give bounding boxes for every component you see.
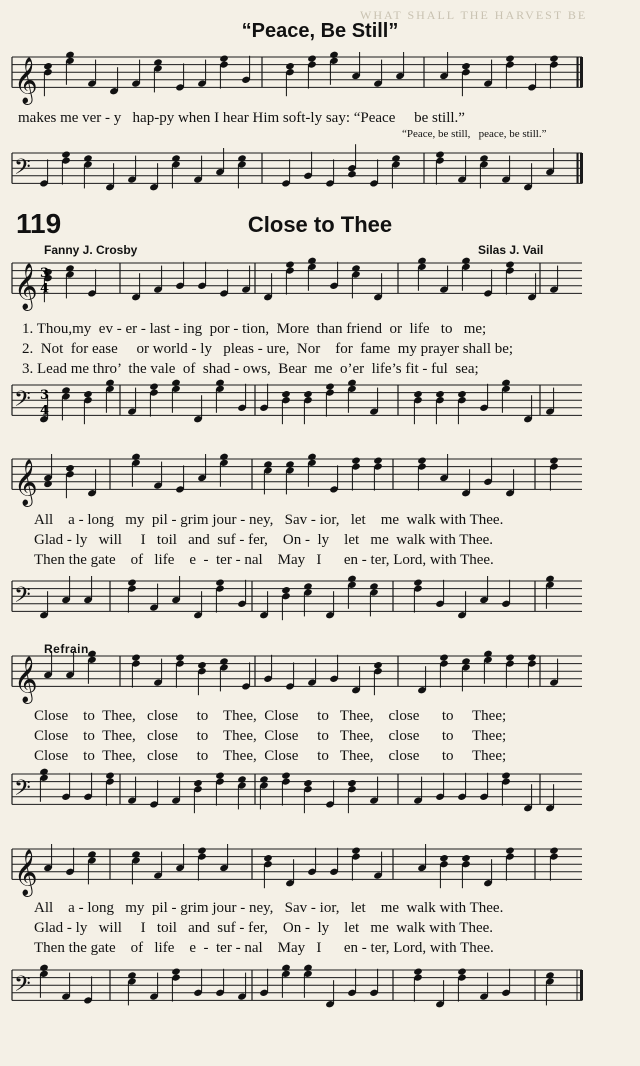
note-head (197, 661, 207, 669)
note-head (303, 390, 313, 398)
note-head (549, 456, 559, 464)
note-head (439, 854, 449, 862)
note-head (373, 456, 383, 464)
note-head (549, 54, 559, 62)
note-head (549, 846, 559, 854)
verse-b-line-1: All a - long my pil - grim jour - ney, Sav - ior, let me walk with Thee. (34, 512, 504, 528)
note-head (105, 771, 115, 779)
note-head (329, 51, 339, 59)
note-head (303, 964, 313, 972)
note-head (259, 775, 269, 783)
treble-clef-icon: 𝄞 (14, 57, 38, 104)
time-signature-top: 3 (40, 266, 50, 282)
final-barline-thick (580, 57, 583, 87)
note-head (457, 390, 467, 398)
note-head (65, 264, 75, 272)
note-head (105, 379, 115, 387)
refrain-line-3: Close to Thee, close to Thee, Close to Thee, close to Thee; (34, 748, 507, 764)
bass-clef-icon: 𝄢 (14, 154, 31, 185)
treble-clef-icon: 𝄞 (14, 656, 38, 703)
note-head (65, 51, 75, 59)
note-head (237, 154, 247, 162)
previous-hymn-lyric: makes me ver - y hap-py when I hear Him soft-ly say: “Peace be still.” (18, 110, 465, 126)
note-head (83, 154, 93, 162)
note-head (457, 967, 467, 975)
treble-clef-icon: 𝄞 (14, 459, 38, 506)
bass-clef-icon: 𝄢 (14, 582, 31, 613)
note-head (307, 453, 317, 461)
note-head (149, 382, 159, 390)
note-head (351, 456, 361, 464)
note-head (285, 260, 295, 268)
note-head (281, 586, 291, 594)
final-barline-thick (580, 153, 583, 183)
note-head (325, 382, 335, 390)
time-signature-top: 3 (40, 388, 50, 404)
note-head (175, 653, 185, 661)
note-head (347, 379, 357, 387)
note-head (193, 779, 203, 787)
note-head (171, 967, 181, 975)
note-head (413, 967, 423, 975)
refrain-end-line-2: Glad - ly will I toil and suf - fer, On - ly let me walk with Thee. (34, 920, 494, 936)
note-head (303, 582, 313, 590)
note-head (351, 846, 361, 854)
note-head (281, 390, 291, 398)
note-head (39, 964, 49, 972)
bass-clef-icon: 𝄢 (14, 775, 31, 806)
note-head (43, 480, 53, 488)
note-head (527, 653, 537, 661)
note-head (171, 379, 181, 387)
note-head (483, 650, 493, 658)
note-head (351, 264, 361, 272)
note-head (505, 653, 515, 661)
note-head (39, 768, 49, 776)
note-head (215, 771, 225, 779)
note-head (281, 964, 291, 972)
note-head (285, 460, 295, 468)
note-head (219, 453, 229, 461)
note-head (303, 779, 313, 787)
note-head (219, 54, 229, 62)
hymn-author: Fanny J. Crosby (44, 243, 138, 257)
note-head (347, 779, 357, 787)
refrain-end-line-1: All a - long my pil - grim jour - ney, Sav - ior, let me walk with Thee. (34, 900, 504, 916)
note-head (439, 653, 449, 661)
note-head (281, 771, 291, 779)
note-head (127, 578, 137, 586)
note-head (413, 390, 423, 398)
note-head (369, 582, 379, 590)
note-head (197, 846, 207, 854)
note-head (435, 150, 445, 158)
note-head (505, 54, 515, 62)
note-head (131, 453, 141, 461)
note-head (263, 854, 273, 862)
note-head (65, 464, 75, 472)
note-head (505, 846, 515, 854)
hymn-number: 119 (16, 208, 62, 239)
note-head (505, 260, 515, 268)
note-head (131, 653, 141, 661)
refrain-end-line-3: Then the gate of life e - ter - nal May I en - ter, Lord, with Thee. (34, 940, 494, 956)
previous-hymn-title: “Peace, Be Still” (241, 20, 399, 42)
treble-clef-icon: 𝄞 (14, 263, 38, 310)
note-head (347, 575, 357, 583)
note-head (413, 578, 423, 586)
verse-b-line-2: Glad - ly will I toil and suf - fer, On - ly let me walk with Thee. (34, 532, 494, 548)
note-head (219, 657, 229, 665)
note-head (215, 379, 225, 387)
bleed-through-text: WHAT SHALL THE HARVEST BE (360, 8, 588, 22)
treble-clef-icon: 𝄞 (14, 849, 38, 896)
hymn-title: Close to Thee (247, 212, 393, 237)
note-head (501, 379, 511, 387)
hymn-composer: Silas J. Vail (478, 243, 544, 257)
note-head (461, 257, 471, 265)
bass-clef-icon: 𝄢 (14, 386, 31, 417)
note-head (87, 650, 97, 658)
note-head (417, 456, 427, 464)
verse-b-line-3: Then the gate of life e - ter - nal May I en - ter, Lord, with Thee. (34, 552, 494, 568)
note-head (87, 850, 97, 858)
note-head (61, 150, 71, 158)
note-head (127, 971, 137, 979)
note-head (285, 62, 295, 70)
verse-a-line-2: 2. Not for ease or world - ly pleas - ure, Nor for fame my prayer shall be; (22, 341, 514, 357)
note-head (417, 257, 427, 265)
verse-a-line-3: 3. Lead me thro’ the vale of shad - ows, Bear me o’er life’s fit - ful sea; (22, 361, 479, 377)
note-head (43, 62, 53, 70)
time-signature-bottom: 4 (40, 281, 50, 297)
note-head (171, 154, 181, 162)
note-head (347, 170, 357, 178)
note-head (83, 390, 93, 398)
note-head (391, 154, 401, 162)
note-head (435, 390, 445, 398)
final-barline-thick (580, 970, 583, 1000)
note-head (545, 575, 555, 583)
time-signature-bottom: 4 (40, 403, 50, 419)
note-head (307, 54, 317, 62)
bass-clef-icon: 𝄢 (14, 971, 31, 1002)
note-head (131, 850, 141, 858)
refrain-line-1: Close to Thee, close to Thee, Close to Thee, close to Thee; (34, 708, 507, 724)
note-head (307, 257, 317, 265)
note-head (461, 657, 471, 665)
note-head (461, 854, 471, 862)
note-head (461, 62, 471, 70)
note-head (545, 971, 555, 979)
refrain-label: Refrain (44, 642, 89, 656)
previous-hymn-echo-lyric: “Peace, be still, peace, be still.” (402, 128, 547, 140)
note-head (263, 460, 273, 468)
note-head (61, 386, 71, 394)
note-head (215, 578, 225, 586)
verse-a-line-1: 1. Thou,my ev - er - last - ing por - tion, More than friend or life to me; (22, 321, 487, 337)
note-head (373, 661, 383, 669)
note-head (153, 58, 163, 66)
note-head (479, 154, 489, 162)
note-head (237, 775, 247, 783)
note-head (501, 771, 511, 779)
refrain-line-2: Close to Thee, close to Thee, Close to Thee, close to Thee; (34, 728, 507, 744)
